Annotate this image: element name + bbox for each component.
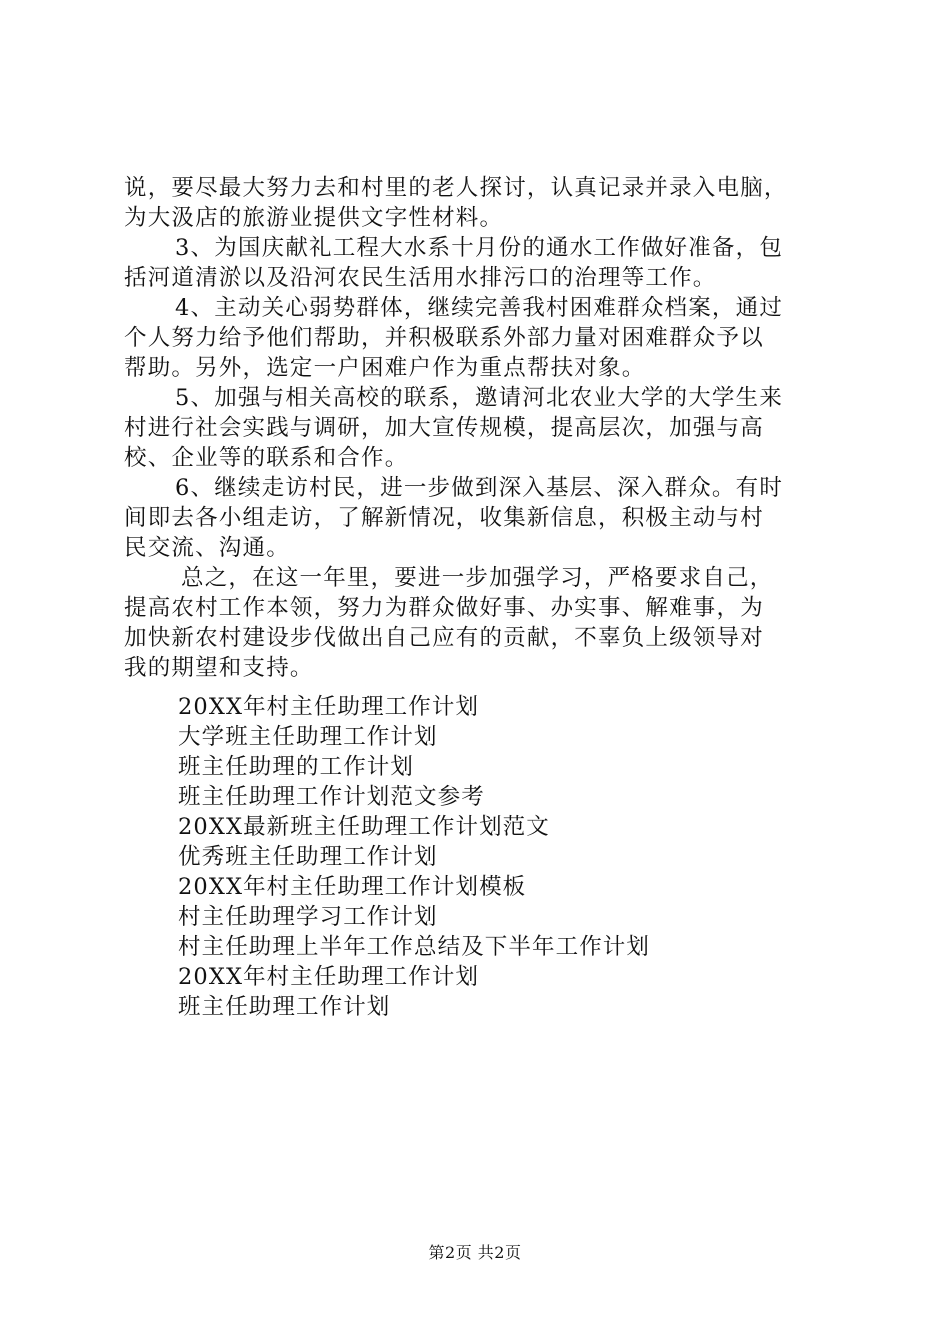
paragraph-line: 6、继续走访村民，进一步做到深入基层、深入群众。有时 [175,475,784,501]
related-link[interactable]: 20XX最新班主任助理工作计划范文 [178,814,550,840]
related-link[interactable]: 20XX年村主任助理工作计划 [178,694,480,720]
page-number: 第2页 共2页 [428,1243,522,1262]
paragraph-line: 民交流、沟通。 [124,535,290,561]
paragraph-line: 校、企业等的联系和合作。 [124,445,409,471]
paragraph-line: 帮助。另外，选定一户困难户作为重点帮扶对象。 [124,355,646,381]
paragraph-line: 3、为国庆献礼工程大水系十月份的通水工作做好准备，包 [175,235,784,261]
paragraph-line: 个人努力给予他们帮助，并积极联系外部力量对困难群众予以 [124,325,764,351]
related-link[interactable]: 班主任助理工作计划范文参考 [178,784,485,810]
paragraph-line: 总之，在这一年里，要进一步加强学习，严格要求自己， [181,565,774,591]
related-link[interactable]: 20XX年村主任助理工作计划 [178,964,480,990]
paragraph-line: 加快新农村建设步伐做出自己应有的贡献，不辜负上级领导对 [124,625,764,651]
related-link[interactable]: 优秀班主任助理工作计划 [178,844,438,870]
paragraph-line: 5、加强与相关高校的联系，邀请河北农业大学的大学生来 [175,385,784,411]
related-link[interactable]: 班主任助理工作计划 [178,994,391,1020]
document-body [124,173,844,683]
related-link[interactable]: 班主任助理的工作计划 [178,754,415,780]
paragraph-line: 为大汲店的旅游业提供文字性材料。 [124,205,504,231]
paragraph-line: 提高农村工作本领，努力为群众做好事、办实事、解难事，为 [124,595,764,621]
related-link[interactable]: 村主任助理学习工作计划 [178,904,438,930]
related-link[interactable]: 大学班主任助理工作计划 [178,724,438,750]
paragraph-line: 我的期望和支持。 [124,655,314,681]
paragraph-line: 村进行社会实践与调研，加大宣传规模，提高层次，加强与高 [124,415,764,441]
related-link[interactable]: 村主任助理上半年工作总结及下半年工作计划 [178,934,651,960]
paragraph-line: 间即去各小组走访，了解新情况，收集新信息，积极主动与村 [124,505,764,531]
paragraph-line: 括河道清淤以及沿河农民生活用水排污口的治理等工作。 [124,265,717,291]
paragraph-line: 4、主动关心弱势群体，继续完善我村困难群众档案，通过 [175,295,784,321]
paragraph-line: 说，要尽最大努力去和村里的老人探讨，认真记录并录入电脑， [124,175,788,201]
page-footer [0,1243,950,1263]
related-link[interactable]: 20XX年村主任助理工作计划模板 [178,874,527,900]
related-links-list [178,692,798,1022]
